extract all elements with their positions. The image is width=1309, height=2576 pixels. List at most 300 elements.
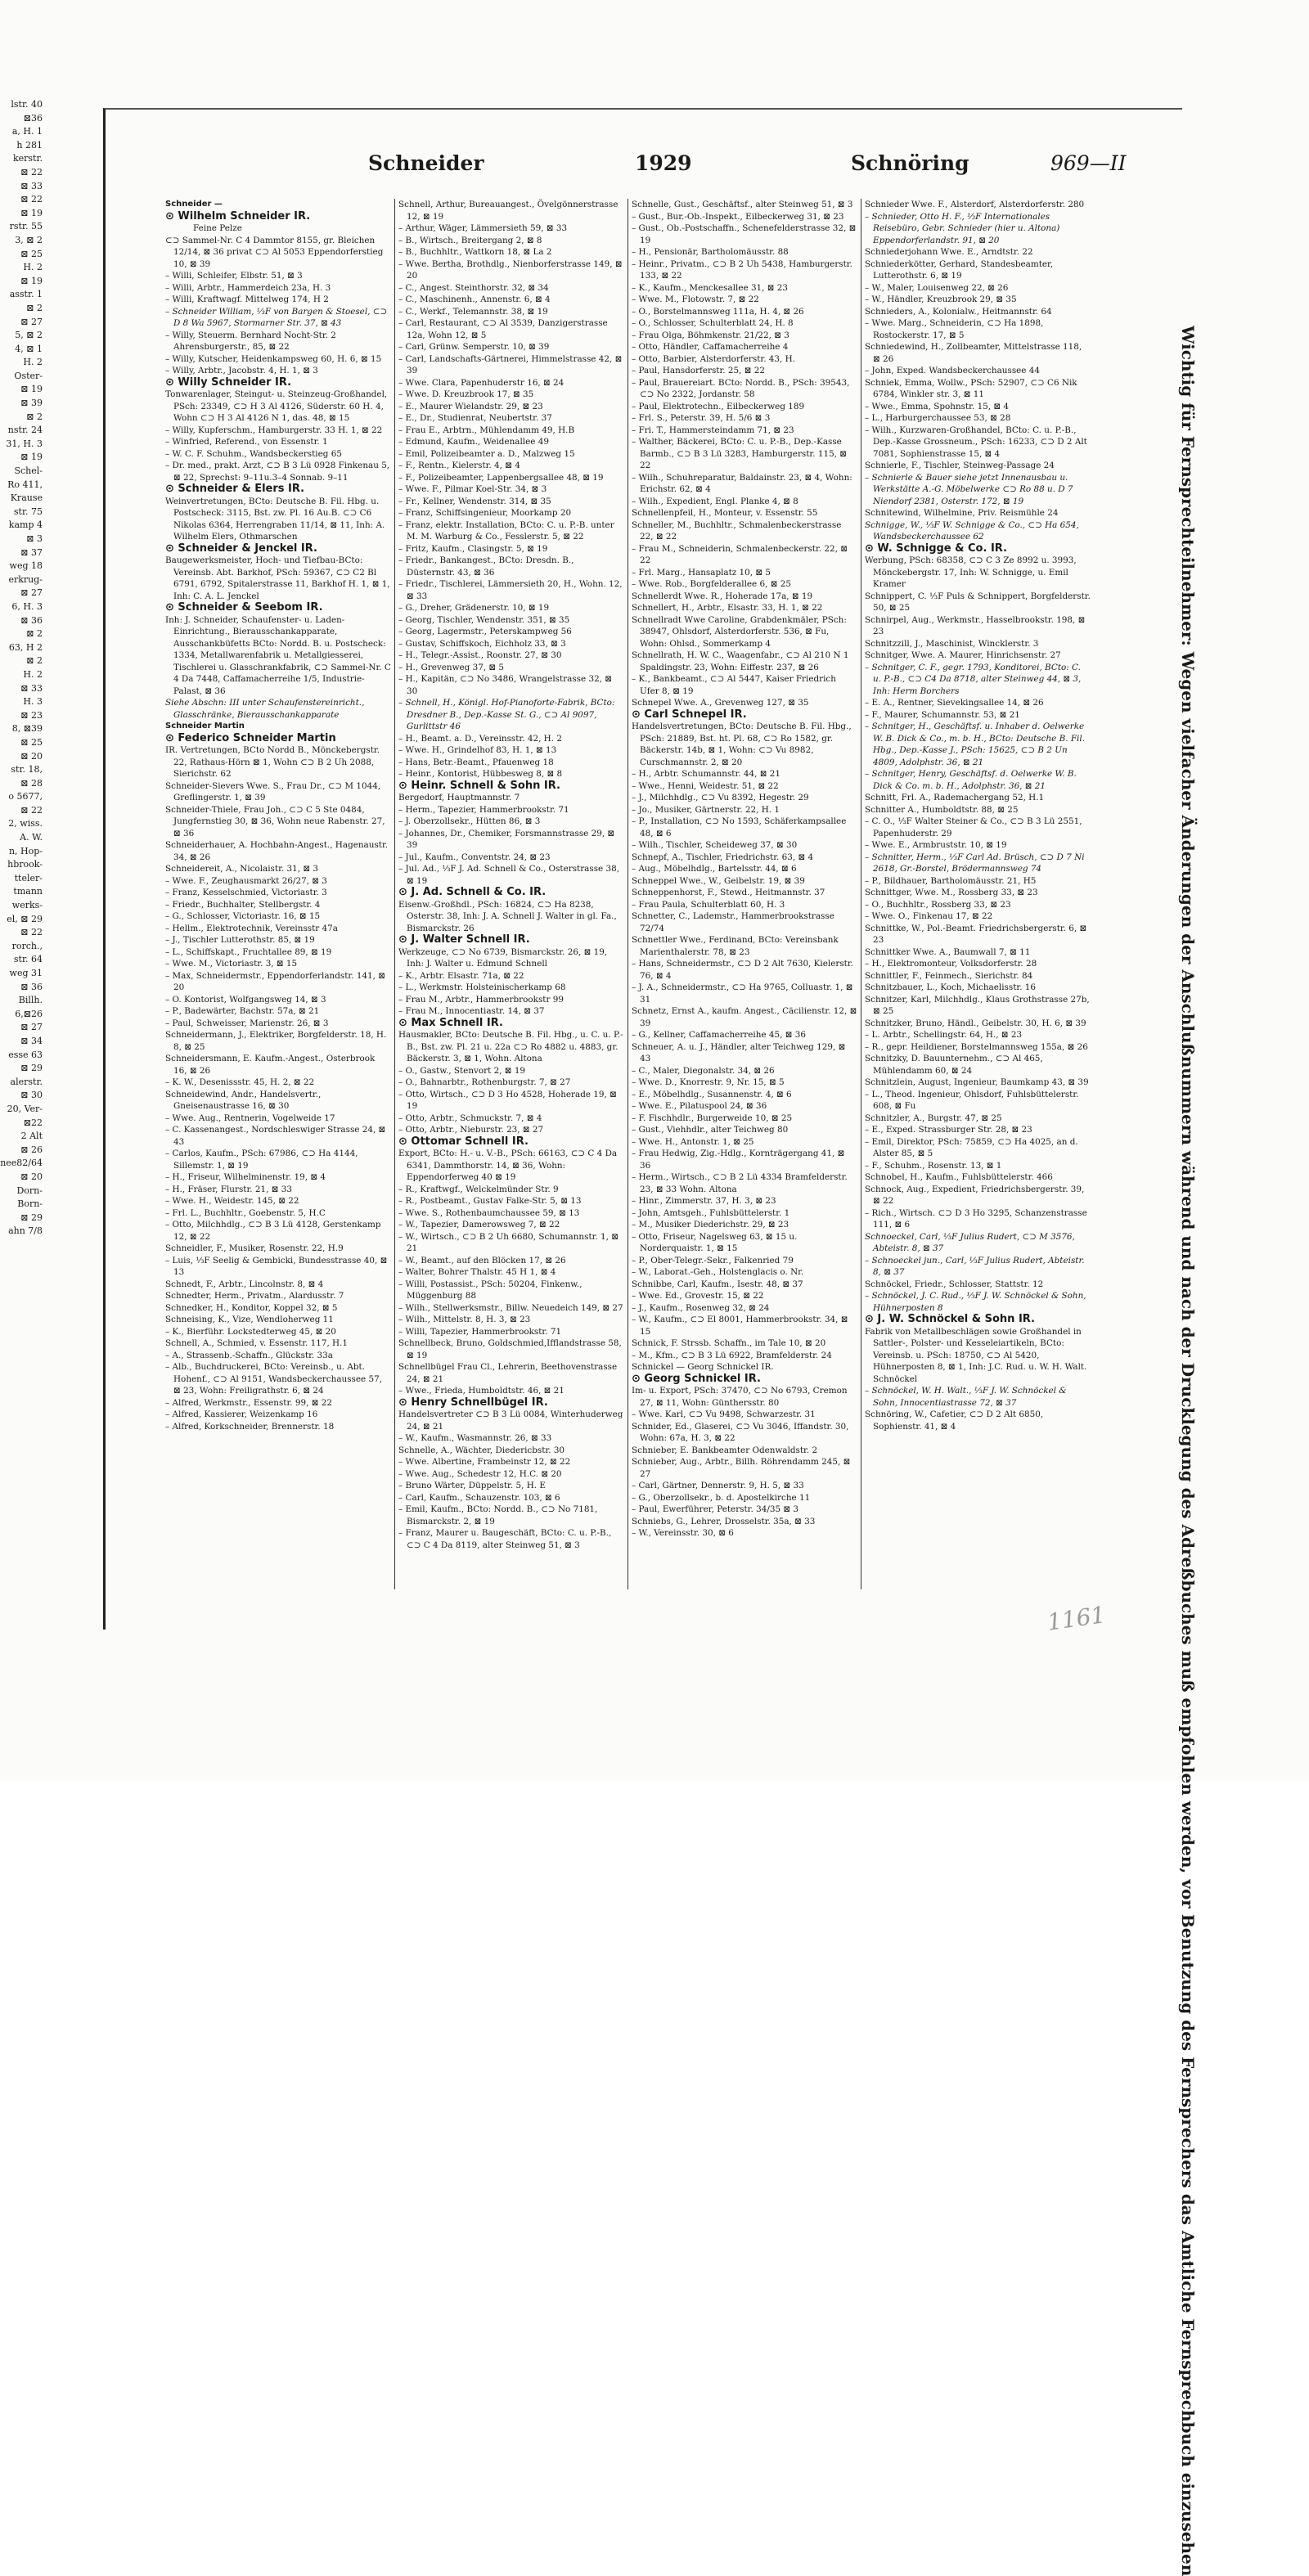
- directory-entry: – H., Fräser, Flurstr. 21, ⊠ 33: [165, 1184, 292, 1194]
- directory-entry: Schnitger, Wwe. A. Maurer, Hinrichsenstr. 27: [865, 650, 1061, 660]
- sliver-line: Born-: [17, 1198, 43, 1210]
- directory-entry: – Otto, Barbier, Alsterdorferstr. 43, H.: [632, 353, 795, 364]
- directory-entry: Schnierle, F., Tischler, Steinweg-Passage 24: [865, 461, 1055, 470]
- directory-entry: – Franz, Maurer u. Baugeschäft, BCto: C. u. P.-B., ⊂⊃ C 4 Da 8119, alter Steinweg 51, ⊠ 3: [398, 1528, 612, 1550]
- directory-entry: Schnitzlein, August, Ingenieur, Baumkamp 43, ⊠ 39: [865, 1077, 1089, 1087]
- directory-entry: Schnittler, F., Feinmech., Sierichstr. 84: [865, 970, 1033, 981]
- directory-entry: – O., Bahnarbtr., Rothenburgstr. 7, ⊠ 27: [398, 1077, 571, 1087]
- sliver-line: ⊠ 34: [20, 1035, 43, 1046]
- directory-entry: – C., Maschinenh., Annenstr. 6, ⊠ 4: [398, 294, 551, 304]
- sliver-line: ⊠ 2: [26, 411, 43, 422]
- directory-entry: – John, Amtsgeh., Fuhlsbüttelerstr. 1: [632, 1207, 790, 1218]
- directory-entry: – Alfred, Korkschneider, Brennerstr. 18: [165, 1421, 335, 1432]
- directory-entry: – Willy, Kupferschm., Hamburgerstr. 33 H. 1, ⊠ 22: [165, 425, 383, 435]
- directory-entry: Schniek, Emma, Wollw., PSch: 52907, ⊂⊃ C6 Nik 6784, Winkler str. 3, ⊠ 11: [865, 377, 1077, 399]
- directory-entry: – K., Bankbeamt., ⊂⊃ Al 5447, Kaiser Friedrich Ufer 8, ⊠ 19: [632, 674, 836, 696]
- directory-entry: – Wilh., Mittelstr. 8, H. 3, ⊠ 23: [398, 1315, 531, 1324]
- directory-entry: – P., Badewärter, Bachstr. 57a, ⊠ 21: [165, 1006, 320, 1016]
- directory-entry: – Otto, Arbtr., Nieburstr. 23, ⊠ 27: [398, 1125, 544, 1135]
- directory-entry: Schneidersmann, E. Kaufm.-Angest., Osterbrook 16, ⊠ 26: [165, 1054, 376, 1076]
- directory-entry: – Carl, Restaurant, ⊂⊃ Al 3539, Danzigerstrasse 12a, Wohn 12, ⊠ 5: [398, 318, 608, 340]
- directory-entry: Schnippert, C. ⅓F Puls & Schnippert, Borgfelderstr. 50, ⊠ 25: [865, 591, 1091, 613]
- directory-entry: – Otto, Wirtsch., ⊂⊃ D 3 Ho 4528, Hoheradе 19, ⊠ 19: [398, 1089, 617, 1111]
- directory-entry: – Emil, Polizeibeamter a. D., Malzweg 15: [398, 448, 575, 459]
- directory-entry: Schnitzer, Karl, Milchhdlg., Klaus Grothstrasse 27b, ⊠ 25: [865, 994, 1090, 1016]
- directory-entry: Schneidewind, Andr., Handelsvertr., Gneisenaustrasse 16, ⊠ 30: [165, 1089, 322, 1111]
- directory-entry: – Frau M., Arbtr., Hammerbrookstr 99: [398, 994, 564, 1005]
- directory-entry: – Franz, Kesselschmied, Victoriastr. 3: [165, 888, 327, 897]
- directory-entry: – Frl. L., Buchhltr., Goebenstr. 5, H.C: [165, 1207, 326, 1218]
- directory-entry: ⊂⊃ Sammel-Nr. C 4 Dammtor 8155, gr. Bleichen 12/14, ⊠ 36 privat ⊂⊃ Al 5053 Eppendorferstieg 10, ⊠ 39: [165, 235, 384, 269]
- directory-entry: – W., Maler, Louisenweg 22, ⊠ 26: [865, 282, 1009, 293]
- sliver-line: h 281: [16, 139, 43, 151]
- directory-entry: – Emil, Kaufm., BCto: Nordd. B., ⊂⊃ No 7181, Bismarckstr. 2, ⊠ 19: [398, 1504, 598, 1526]
- directory-entry: ⊙ Willy Schneider IR.: [165, 375, 292, 389]
- directory-entry: – Fr., Kellner, Wendenstr. 314, ⊠ 35: [398, 496, 551, 506]
- directory-entry: ⊙ Georg Schnickel IR.: [632, 1372, 761, 1385]
- directory-entry: – Rich., Wirtsch. ⊂⊃ D 3 Ho 3295, Schanzenstrasse 111, ⊠ 6: [865, 1207, 1087, 1230]
- sliver-line: kamp 4: [8, 519, 43, 531]
- column-4: [861, 199, 1095, 1589]
- directory-entry: Schnepf, A., Tischler, Friedrichstr. 63, ⊠ 4: [632, 852, 814, 862]
- directory-entry: ⊙ Schneider & Elers IR.: [165, 483, 305, 495]
- directory-entry: – H., Grevenweg 37, ⊠ 5: [398, 662, 505, 672]
- column-3: [628, 199, 861, 1589]
- directory-entry: – Schnitger, Henry, Geschäftsf. d. Oelwerke W. B. Dick & Co. m. b. H., Adolphstr. 36, ⊠ 21: [865, 769, 1077, 791]
- directory-entry: Schnettler Wwe., Ferdinand, BCto: Vereinsbank Marienthalerstr. 78, ⊠ 23: [632, 935, 839, 957]
- directory-entry: Schnieders, A., Kolonialw., Heitmannstr. 64: [865, 306, 1052, 317]
- directory-entry: Schnirpel, Aug., Werkmstr., Hasselbrookstr. 198, ⊠ 23: [865, 614, 1086, 636]
- directory-entry: – Heinr., Kontorist, Hübbesweg 8, ⊠ 8: [398, 769, 563, 779]
- directory-entry: – Schnitger, C. F., gegr. 1793, Konditorei, BCto: C. u. P.-B., ⊂⊃ C4 Da 8718, alter Steinweg 44, ⊠ 3, Inh: Herm Borchers: [865, 662, 1082, 696]
- directory-entry: – Frau E., Arbtrn., Mühlendamm 49, H.B: [398, 425, 575, 435]
- directory-entry: – C., Maler, Diegonalstr. 34, ⊠ 26: [632, 1065, 775, 1076]
- archive-stamp: 1161: [1046, 1601, 1108, 1636]
- sliver-line: ⊠ 30: [20, 1090, 43, 1101]
- directory-entry: Schneller, M., Buchhltr., Schmalenbeckerstrasse 22, ⊠ 22: [632, 519, 842, 542]
- sliver-line: werks-: [11, 900, 43, 911]
- sliver-line: 2, wiss.: [8, 818, 43, 829]
- sliver-line: ⊠ 19: [20, 275, 43, 286]
- directory-entry: Schneider —: [165, 200, 223, 209]
- directory-entry: ⊙ Federico Schneider Martin: [165, 731, 336, 744]
- directory-entry: – O. Kontorist, Wolfgangsweg 14, ⊠ 3: [165, 994, 326, 1005]
- sliver-line: ⊠ 22: [20, 804, 43, 816]
- directory-entry: – K., Bierführ. Lockstedterweg 45, ⊠ 20: [165, 1326, 336, 1337]
- directory-entry: – K. W., Desenissstr. 45, H. 2, ⊠ 22: [165, 1077, 315, 1087]
- directory-entry: – Aug., Möbelhdlg., Bartelsstr. 44, ⊠ 6: [632, 864, 797, 874]
- directory-entry: Schnetter, C., Lademstr., Hammerbrookstrasse 72/74: [632, 911, 834, 933]
- directory-entry: – W. C. F. Schuhm., Wandsbeckerstieg 65: [165, 448, 342, 459]
- directory-entry: Im- u. Export, PSch: 37470, ⊂⊃ No 6793, Cremon 27, ⊠ 11, Wohn: Günthersstr. 80: [632, 1386, 848, 1408]
- directory-entry: Schnellerdt Wwe. R., Hoherade 17a, ⊠ 19: [632, 591, 813, 601]
- sliver-line: rorch.,: [11, 940, 43, 951]
- directory-entry: – Willi, Schleifer, Elbstr. 51, ⊠ 3: [165, 271, 303, 281]
- directory-entry: – Schnell, H., Königl. Hof-Pianoforte-Fabrik, BCto: Dresdner B., Dep.-Kasse St. G., ⊂⊃ Al 9097, Gurlittstr 46: [398, 698, 615, 731]
- directory-entry: – Fri. T., Hammersteindamm 71, ⊠ 23: [632, 425, 794, 435]
- directory-entry: Tonwarenlager, Steingut- u. Steinzeug-Großhandel, PSch: 23349, ⊂⊃ H 3 Al 4126, Süderstr. 60 H. 4, Wohn ⊂⊃ H 3 Al 4126 N 1, das. 48, ⊠ 15: [165, 389, 388, 423]
- sliver-line: ⊠ 3: [26, 533, 43, 544]
- directory-entry: Schnitzker, Bruno, Händl., Geibelstr. 30, H. 6, ⊠ 39: [865, 1018, 1086, 1028]
- directory-entry: Schnöckel, Friedr., Schlosser, Stattstr. 12: [865, 1279, 1044, 1289]
- directory-entry: Schneiderhauer, A. Hochbahn-Angest., Hagenaustr. 34, ⊠ 26: [165, 840, 389, 862]
- directory-entry: – F., Schuhm., Rosenstr. 13, ⊠ 1: [865, 1160, 1002, 1171]
- directory-entry: – H., Telegr.-Assist., Roonstr. 27, ⊠ 30: [398, 650, 562, 660]
- directory-page: [162, 151, 1180, 1591]
- directory-entry: – Bruno Wärter, Düppelstr. 5, H. E: [398, 1481, 546, 1490]
- directory-entry: – Schneider William, ⅓F von Bargen & Stoesel, ⊂⊃ D 8 Wa 5967, Stormarner Str. 37, ⊠ 43: [165, 306, 388, 328]
- directory-entry: – Frau Olga, Böhmkenstr. 21/22, ⊠ 3: [632, 330, 789, 340]
- directory-entry: – E., Exped. Strassburger Str. 28, ⊠ 23: [865, 1125, 1032, 1135]
- directory-entry: – L., Schiffskapt., Fruchtallee 89, ⊠ 19: [165, 946, 332, 957]
- directory-entry: – Wwe. Bertha, Brothdlg., Nienborferstrasse 149, ⊠ 20: [398, 258, 623, 281]
- directory-entry: Schnittger, Wwe. M., Rossberg 33, ⊠ 23: [865, 888, 1038, 897]
- directory-entry: – Frau M., Schneiderin, Schmalenbeckerstr. 22, ⊠ 22: [632, 543, 848, 565]
- directory-entry: – Wwe. H., Weidestr. 145, ⊠ 22: [165, 1196, 299, 1206]
- sliver-line: Schel-: [14, 465, 43, 477]
- directory-entry: – Emil, Direktor, PSch: 75859, ⊂⊃ Ha 4025, an d. Alster 85, ⊠ 5: [865, 1136, 1078, 1158]
- directory-entry: – Willi, Kraftwagf. Mittelweg 174, H 2: [165, 294, 329, 304]
- directory-entry: Werbung, PSch: 68358, ⊂⊃ C 3 Ze 8992 u. 3993, Mönckebergstr. 17, Inh: W. Schnigge, u. Emil Kramer: [865, 555, 1077, 589]
- sliver-line: ⊠ 36: [20, 981, 43, 992]
- directory-entry: – C., Angest. Steinthorstr. 32, ⊠ 34: [398, 282, 549, 293]
- directory-entry: – P., Installation, ⊂⊃ No 1593, Schäferkampsallee 48, ⊠ 6: [632, 816, 847, 838]
- sliver-line: nee82/64: [0, 1158, 43, 1169]
- sliver-line: 6,⊠26: [15, 1008, 43, 1019]
- directory-entry: Schnitzky, D. Bauunternehm., ⊂⊃ Al 465, Mühlendamm 60, ⊠ 24: [865, 1054, 1043, 1076]
- directory-entry: – Jul., Kaufm., Conventstr. 24, ⊠ 23: [398, 852, 551, 862]
- sliver-line: tteler-: [14, 872, 43, 883]
- directory-entry: – Wwe. Clara, Papenhuderstr 16, ⊠ 24: [398, 377, 565, 388]
- directory-entry: – Hans, Betr.-Beamt., Pfauenweg 18: [398, 757, 554, 767]
- sliver-line: el, ⊠ 29: [7, 913, 43, 924]
- directory-entry: – C. Kassenangest., Nordschleswiger Strasse 24, ⊠ 43: [165, 1125, 386, 1147]
- directory-entry: – R., Kraftwgf., Welckelmünder Str. 9: [398, 1184, 559, 1194]
- directory-entry: – G., Oberzollsekr., b. d. Apostelkirche 11: [632, 1492, 811, 1503]
- sliver-line: str. 64: [13, 954, 43, 965]
- directory-entry: – Walter, Bohrer Thalstr. 45 H 1, ⊠ 4: [398, 1267, 556, 1277]
- directory-entry: – Willy, Arbtr., Jacobstr. 4, H. 1, ⊠ 3: [165, 366, 318, 375]
- directory-entry: Schnitewind, Wilhelmine, Priv. Reismühle 24: [865, 508, 1059, 518]
- directory-entry: – Frau M., Innocentiastr. 14, ⊠ 37: [398, 1006, 545, 1016]
- directory-entry: – W., Beamt., auf den Blöcken 17, ⊠ 26: [398, 1255, 566, 1266]
- directory-entry: – Paul, Ewerführer, Peterstr. 34/35 ⊠ 3: [632, 1504, 798, 1514]
- directory-entry: – F., Polizeibeamter, Lappenbergsallee 48, ⊠ 19: [398, 472, 604, 483]
- directory-entry: – P., Ober-Telegr.-Sekr., Falkenried 79: [632, 1255, 794, 1266]
- directory-entry: – W., Vereinsstr. 30, ⊠ 6: [632, 1528, 734, 1538]
- directory-entry: – G., Schlosser, Victoriastr. 16, ⊠ 15: [165, 911, 321, 921]
- sliver-line: ⊠ 29: [20, 1212, 43, 1223]
- directory-entry: – W., Kaufm., ⊂⊃ El 8001, Hammerbrookstr. 34, ⊠ 15: [632, 1315, 848, 1337]
- sliver-line: esse 63: [8, 1049, 43, 1060]
- directory-entry: – H., Arbtr. Schumannstr. 44, ⊠ 21: [632, 769, 780, 779]
- directory-entry: Schneidler, F., Musiker, Rosenstr. 22, H.9: [165, 1243, 344, 1253]
- directory-entry: – E. A., Rentner, Sievekingsallee 14, ⊠ 26: [865, 698, 1044, 708]
- directory-entry: – P., Bildhauer, Bartholomäusstr. 21, H5: [865, 875, 1037, 886]
- directory-entry: Schnittker Wwe. A., Baumwall 7, ⊠ 11: [865, 946, 1031, 957]
- directory-entry: – O., Schlosser, Schulterblatt 24, H. 8: [632, 318, 794, 328]
- directory-entry: Schnedter, Herm., Privatm., Alardusstr. 7: [165, 1291, 344, 1301]
- directory-entry: – Otto, Milchhdlg., ⊂⊃ B 3 Lü 4128, Gerstenkamp 12, ⊠ 22: [165, 1220, 381, 1242]
- directory-entry: – Wilh., Kurzwaren-Großhandel, BCto: C. u. P.-B., Dep.-Kasse Grossneum., PSch: 16233, ⊂⊃ D 2 Alt 7081, Sophienstrasse 15, ⊠ 4: [865, 425, 1087, 459]
- directory-entry: – O., Buchhltr., Rossberg 33, ⊠ 23: [865, 899, 1011, 910]
- directory-entry: – Schnitger, H., Geschäftsf. u. Inhaber d. Oelwerke W. B. Dick & Co., m. b. H., BCto: Deutsche B. Fil. Hbg., Dep.-Kasse J., PSch: 15625, ⊂⊃ B 2 Un 4809, Adolphstr. 36, ⊠ 21: [865, 722, 1086, 767]
- directory-entry: – Carl, Grünw. Semperstr. 10, ⊠ 39: [398, 342, 550, 352]
- directory-entry: – E., Dr., Studienrat, Neubertstr. 37: [398, 413, 552, 423]
- directory-entry: Schnell, Arthur, Bureauangest., Övelgönnerstrasse 12, ⊠ 19: [398, 200, 619, 222]
- margin-notice-text: Wichtig für Fernsprechteilnehmer: Wegen vielfacher Änderungen der Anschlußnummern während und nach der Drucklegung des Adreßbuches muß empfohlen werden, vor Benutzung des Fernsprechers das Amtliche Fernsprechbuch einzusehen: [1178, 326, 1198, 2576]
- directory-columns: [162, 199, 1180, 1589]
- directory-entry: – Willy, Steuerm. Bernhard Nocht-Str. 2 Ahrensburgerstr., 85, ⊠ 22: [165, 330, 336, 352]
- directory-entry: – Luis, ⅓F Seelig & Gembicki, Bundesstrasse 40, ⊠ 13: [165, 1255, 388, 1277]
- sliver-line: Billh.: [18, 995, 43, 1006]
- directory-entry: – Frl. S., Peterstr. 39, H. 5/6 ⊠ 3: [632, 413, 771, 423]
- sliver-line: ⊠ 22: [20, 927, 43, 938]
- directory-entry: – W., Tapezier, Damerowsweg 7, ⊠ 22: [398, 1220, 560, 1230]
- directory-entry: – O., Gastw., Stenvort 2, ⊠ 19: [398, 1065, 526, 1076]
- directory-entry: – Hellm., Elektrotechnik, Vereinsstr 47a: [165, 923, 338, 933]
- directory-entry: Werkzeuge, ⊂⊃ No 6739, Bismarckstr. 26, ⊠ 19, Inh: J. Walter u. Edmund Schnell: [398, 946, 608, 969]
- directory-entry: – Wilh., Expedient, Engl. Planke 4, ⊠ 8: [632, 496, 798, 506]
- sliver-line: ⊠ 33: [20, 180, 43, 191]
- directory-entry: – Schnöckel, J. C. Rud., ⅓F J. W. Schnöckel & Sohn, Hühnerposten 8: [865, 1291, 1086, 1313]
- directory-entry: – Alfred, Kassierer, Weizenkamp 16: [165, 1409, 318, 1419]
- sliver-line: n, Hop-: [8, 845, 43, 856]
- directory-entry: Schnepel Wwe. A., Grevenweg 127, ⊠ 35: [632, 698, 809, 708]
- directory-entry: – Otto, Arbtr., Schmuckstr. 7, ⊠ 4: [398, 1113, 542, 1123]
- directory-entry: Schnitzzill, J., Maschinist, Wincklerstr. 3: [865, 638, 1039, 649]
- directory-entry: – H., Elektromonteur, Volksdorferstr. 28: [865, 959, 1037, 969]
- sliver-line: 6, H. 3: [11, 600, 43, 612]
- directory-entry: Schnieber, Aug., Arbtr., Billh. Röhrendamm 245, ⊠ 27: [632, 1457, 851, 1479]
- header-right-keyword: Schnöring: [851, 151, 969, 175]
- directory-entry: – C. O., ⅓F Walter Steiner & Co., ⊂⊃ B 3 Lü 2551, Papenhuderstr. 29: [865, 816, 1082, 838]
- directory-entry: – Alb., Buchdruckerei, BCto: Vereinsb., u. Abt. Hohenf., ⊂⊃ Al 9151, Wandsbeckerchaussee 57, ⊠ 23, Wohn: Freiligrathstr. 6, ⊠ 24: [165, 1362, 382, 1396]
- directory-entry: – Wwe. Aug., Rentnerin, Vogelweide 17: [165, 1113, 335, 1123]
- directory-entry: Schniedewind, H., Zollbeamter, Mittelstrasse 118, ⊠ 26: [865, 342, 1082, 364]
- directory-entry: – Winfried, Referend., von Essenstr. 1: [165, 437, 328, 447]
- sliver-line: 63, H 2: [8, 641, 43, 653]
- sliver-line: 3, ⊠ 2: [15, 234, 43, 245]
- directory-entry: Schneidermann, J., Elektriker, Borgfelderstr. 18, H. 8, ⊠ 25: [165, 1030, 387, 1052]
- directory-entry: – Fritz, Kaufm., Clasingstr. 5, ⊠ 19: [398, 543, 548, 554]
- directory-entry: – H., Kapitän, ⊂⊃ No 3486, Wrangelstrasse 32, ⊠ 30: [398, 674, 612, 696]
- directory-entry: ⊙ J. W. Schnöckel & Sohn IR.: [865, 1313, 1035, 1325]
- sliver-line: H. 3: [23, 696, 43, 708]
- directory-entry: – Gust., Bur.-Ob.-Inspekt., Eilbeckerweg 31, ⊠ 23: [632, 211, 844, 222]
- sliver-line: 5, ⊠ 2: [15, 330, 43, 341]
- directory-entry: – Herm., Tapezier, Hammerbrookstr. 71: [398, 804, 569, 815]
- margin-notice: [1173, 326, 1203, 2576]
- directory-entry: Schniebs, G., Lehrer, Drosselstr. 35a, ⊠ 33: [632, 1516, 816, 1526]
- directory-entry: – K., Kaufm., Menckesallee 31, ⊠ 23: [632, 282, 789, 293]
- directory-entry: – Wwe., Henni, Weidestr. 51, ⊠ 22: [632, 780, 779, 791]
- column-1: [162, 199, 395, 1589]
- directory-entry: – J., Tischler Lutterothstr. 85, ⊠ 19: [165, 935, 315, 945]
- sliver-line: lstr. 40: [11, 99, 43, 110]
- directory-entry: – H., Beamt. a. D., Vereinsstr. 42, H. 2: [398, 733, 562, 744]
- directory-entry: Schneppel Wwe., W., Geibelstr. 19, ⊠ 39: [632, 875, 805, 886]
- sliver-line: ⊠ 20: [20, 750, 43, 762]
- directory-entry: – R., Postbeamt., Gustav Falke-Str. 5, ⊠ 13: [398, 1196, 582, 1206]
- directory-entry: – M., Kfm., ⊂⊃ B 3 Lü 6922, Bramfelderstr. 24: [632, 1350, 832, 1360]
- directory-entry: Schnelle, A., Wächter, Diedericbstr. 30: [398, 1445, 565, 1455]
- sliver-line: ⊠ 39: [20, 398, 43, 409]
- header-year: 1929: [635, 151, 692, 175]
- directory-entry: – Wwe. F., Pilmar Koel-Str. 34, ⊠ 3: [398, 484, 547, 494]
- directory-entry: – Willi, Arbtr., Hammerdeich 23a, H. 3: [165, 282, 331, 293]
- directory-entry: – C., Werkf., Telemannstr. 38, ⊠ 19: [398, 306, 548, 317]
- sliver-line: ⊠ 27: [20, 587, 43, 599]
- directory-entry: – Edmund, Kaufm., Weidenallee 49: [398, 437, 549, 447]
- directory-entry: Schneidereit, A., Nicolaistr. 31, ⊠ 3: [165, 864, 318, 874]
- directory-entry: Eisenw.-Großhdl., PSch: 16824, ⊂⊃ Ha 8238, Osterstr. 38, Inh: J. A. Schnell J. Walter in gl. Fa., Bismarckstr. 26: [398, 899, 617, 933]
- directory-entry: Schnick, F. Strssb. Schaffn., im Tale 10, ⊠ 20: [632, 1338, 826, 1348]
- directory-entry: – Wwe. M., Flotowstr. 7, ⊠ 22: [632, 294, 759, 304]
- directory-entry: – Georg, Tischler, Wendenstr. 351, ⊠ 35: [398, 614, 570, 625]
- directory-entry: Schniederjohann Wwe. E., Arndtstr. 22: [865, 247, 1033, 257]
- directory-entry: Schnieder Wwe. F., Alsterdorf, Alsterdorferstr. 280: [865, 200, 1085, 209]
- sliver-line: H. 2: [23, 357, 43, 368]
- directory-entry: – J. A., Schneidermstr., ⊂⊃ Ha 9765, Colluastr. 1, ⊠ 31: [632, 982, 853, 1005]
- directory-entry: Schnell, A., Schmied, v. Essenstr. 117, H.1: [165, 1338, 349, 1348]
- directory-entry: Weinvertretungen, BCto: Deutsche B. Fil. Hbg. u. Postscheck: 3115, Bst. zw. Pl. 16 Au.B. ⊂⊃ C6 Nikolas 6364, Herrengraben 11/14, ⊠ 11, Inh: A. Wilhelm Elers, Othmarschen: [165, 496, 385, 542]
- page-header: [162, 151, 1180, 181]
- directory-entry: – Wwe. Rob., Borgfelderallee 6, ⊠ 25: [632, 579, 791, 589]
- directory-entry: – Otto, Friseur, Nagelsweg 63, ⊠ 15 u. Norderquaistr. 1, ⊠ 15: [632, 1231, 798, 1253]
- directory-entry: Schnetz, Ernst A., kaufm. Angest., Cäcilienstr. 12, ⊠ 39: [632, 1006, 857, 1028]
- directory-entry: – A., Strassenb.-Schaffn., Glückstr. 33a: [165, 1350, 333, 1360]
- directory-entry: – Johannes, Dr., Chemiker, Forsmannstrasse 29, ⊠ 39: [398, 828, 615, 850]
- directory-entry: IR. Vertretungen, BCto Nordd B., Mönckebergstr. 22, Rathaus-Hörn ⊠ 1, Wohn ⊂⊃ B 2 Uh 2088, Sierichstr. 62: [165, 745, 380, 779]
- directory-entry: – W., Händler, Kreuzbrook 29, ⊠ 35: [865, 294, 1017, 304]
- directory-entry: – J., Kaufm., Rosenweg 32, ⊠ 24: [632, 1302, 770, 1313]
- directory-entry: – G., Dreher, Grädenerstr. 10, ⊠ 19: [398, 603, 550, 613]
- directory-entry: Schnigge, W., ⅓F W. Schnigge & Co., ⊂⊃ Ha 654, Wandsbeckerchaussee 62: [865, 519, 1079, 542]
- sliver-line: ⊠ 2: [26, 655, 43, 667]
- directory-entry: Schneider Martin: [165, 722, 245, 731]
- sliver-line: ⊠ 29: [20, 1063, 43, 1074]
- sliver-line: a, H. 1: [11, 126, 43, 137]
- directory-entry: ⊙ Carl Schnepel IR.: [632, 708, 747, 721]
- directory-entry: ⊙ Wilhelm Schneider IR.: [165, 209, 311, 223]
- sliver-line: ⊠ 19: [20, 384, 43, 395]
- directory-entry: Baugewerksmeister, Hoch- und Tiefbau-BCto: Vereinsb. Abt. Barkhof, PSch: 59367, ⊂⊃ C2 Bl 6791, 6792, Spitalerstrasse 11, Barkhof H. 1, ⊠ 1, Inh: C. A. L. Jenckel: [165, 555, 390, 601]
- directory-entry: – John, Exped. Wandsbeckerchaussee 44: [865, 366, 1040, 375]
- directory-entry: – Paul, Brauereiart. BCto: Nordd. B., PSch: 39543, ⊂⊃ No 2322, Jordanstr. 58: [632, 377, 850, 399]
- directory-entry: Schneider-Thiele, Frau Joh., ⊂⊃ C 5 Ste 0484, Jungfernstieg 30, ⊠ 36, Wohn neue Rabenstr. 27, ⊠ 36: [165, 804, 385, 838]
- sliver-line: o 5677,: [8, 791, 43, 802]
- directory-entry: – Paul, Elektrotechn., Eilbeckerweg 189: [632, 401, 805, 411]
- directory-entry: – Gust., Ob.-Postschaffn., Schenefelderstrasse 32, ⊠ 19: [632, 223, 857, 245]
- directory-entry: – Walther, Bäckerei, BCto: C. u. P.-B., Dep.-Kasse Barmb., ⊂⊃ B 3 Lü 3283, Hamburgerstr. 115, ⊠ 22: [632, 437, 847, 470]
- directory-entry: Schnock, Aug., Expedient, Friedrichsbergerstr. 39, ⊠ 22: [865, 1184, 1085, 1206]
- directory-entry: – Wilh., Schuhreparatur, Baldainstr. 23, ⊠ 4, Wohn: Erichstr. 62, ⊠ 4: [632, 472, 852, 494]
- sliver-line: weg 31: [9, 968, 43, 978]
- directory-entry: Schnieber, E. Bankbeamter Odenwaldstr. 2: [632, 1445, 818, 1455]
- sliver-line: 8, ⊠39: [11, 723, 43, 735]
- directory-entry: – Wwe. H., Grindelhof 83, H. 1, ⊠ 13: [398, 745, 557, 755]
- sliver-line: ⊠ 33: [20, 682, 43, 694]
- directory-entry: – Schnöckel, W. H. Walt., ⅓F J. W. Schnöckel & Sohn, Innocentiastrasse 72, ⊠ 37: [865, 1386, 1067, 1408]
- directory-entry: – Paul, Hansdorferstr. 25, ⊠ 22: [632, 366, 765, 375]
- directory-entry: – Schnieder, Otto H. F., ⅓F Internationales Reisebüro, Gebr. Schnieder (hier u. Altona) Eppendorferlandstr. 91, ⊠ 20: [865, 211, 1060, 245]
- directory-entry: – Schnitter, Herm., ⅓F Carl Ad. Brüsch, ⊂⊃ D 7 Ni 2618, Gr.-Borstel, Brödermannsweg 74: [865, 852, 1085, 874]
- directory-entry: – Franz, Schiffsingenieur, Moorkamp 20: [398, 508, 572, 518]
- directory-entry: – Wwe. Karl, ⊂⊃ Vu 9498, Schwarzestr. 31: [632, 1409, 816, 1419]
- directory-entry: – Wwe. Albertine, Frambeinstr 12, ⊠ 22: [398, 1457, 571, 1467]
- directory-entry: Fabrik von Metallbeschlägen sowie Großhandel in Sattler-, Polster- und Kesseleiartikeln, BCto: Vereinsb. u. PSch: 18750, ⊂⊃ Al 5420, Hühnerposten 8, ⊠ 1, Inh: J.C. Rud. u. W. H. Walt. Schnöckel: [865, 1326, 1087, 1384]
- sliver-line: Dorn-: [16, 1185, 43, 1196]
- directory-entry: – Paul, Schweisser, Marienstr. 26, ⊠ 3: [165, 1018, 329, 1028]
- directory-entry: Export, BCto: H.- u. V.-B., PSch: 66163, ⊂⊃ C 4 Da 6341, Dammthorstr. 14, ⊠ 36, Wohn: Eppendorferweg 40 ⊠ 19: [398, 1149, 618, 1182]
- directory-entry: Schnickel — Georg Schnickel IR.: [632, 1362, 774, 1372]
- sliver-line: rstr. 55: [9, 221, 43, 232]
- directory-entry: – H., Friseur, Wilhelminenstr. 19, ⊠ 4: [165, 1172, 326, 1182]
- directory-entry: Schnellbeck, Bruno, Goldschmied,Ifflandstrasse 58, ⊠ 19: [398, 1338, 622, 1360]
- header-left-keyword: Schneider: [368, 151, 484, 175]
- directory-entry: – Otto, Händler, Caffamacherreihe 4: [632, 342, 789, 352]
- directory-entry: – L., Harburgerchaussee 53, ⊠ 28: [865, 413, 1011, 423]
- directory-entry: – Willy, Kutscher, Heidenkampsweg 60, H. 6, ⊠ 15: [165, 353, 382, 364]
- sliver-line: str. 18,: [11, 764, 43, 775]
- directory-entry: – Jul. Ad., ⅓F J. Ad. Schnell & Co., Osterstrasse 38, ⊠ 19: [398, 864, 620, 886]
- sliver-line: H. 2: [23, 262, 43, 273]
- directory-entry: Schnelle, Gust., Geschäftsf., alter Steinweg 51, ⊠ 3: [632, 200, 853, 209]
- directory-entry: – Schnierle & Bauer siehe jetzt Innenausbau u. Werkstätte A.-G. Möbelwerke ⊂⊃ Ro 88 u. D 7 Niendorf 2381, Osterstr. 172, ⊠ 19: [865, 472, 1073, 506]
- directory-entry: Schnitt, Frl. A., Rademachergang 52, H.1: [865, 793, 1045, 802]
- directory-entry: Siehe Abschn: III unter Schaufenstereinricht., Glasschränke, Bierausschankapparate: [165, 698, 365, 720]
- directory-entry: – W., Wirtsch., ⊂⊃ B 2 Uh 6680, Schumannstr. 1, ⊠ 21: [398, 1231, 619, 1253]
- directory-entry: – Wwe. E., Pilatuspool 24, ⊠ 36: [632, 1101, 767, 1111]
- sliver-line: ⊠ 22: [20, 194, 43, 205]
- directory-entry: Bergedorf, Hauptmannstr. 7: [398, 793, 520, 802]
- directory-entry: – Hinr., Zimmerstr. 37, H. 3, ⊠ 23: [632, 1196, 776, 1206]
- sliver-line: ⊠ 25: [20, 248, 43, 259]
- directory-entry: Schnellert, H., Arbtr., Elsastr. 33, H. 1, ⊠ 22: [632, 603, 823, 613]
- directory-entry: – K., Arbtr. Elsastr. 71a, ⊠ 22: [398, 970, 524, 981]
- directory-entry: Schnellradt Wwe Caroline, Grabdenkmäler, PSch: 38947, Ohlsdorf, Alsterdorferstr. 536, ⊠ Fu, Wohn: Ohlsd., Sommerkamp 4: [632, 614, 847, 649]
- sliver-line: ⊠ 2: [26, 302, 43, 313]
- sliver-line: 31, H. 3: [6, 438, 43, 449]
- directory-entry: – B., Buchhltr., Wattkorn 18, ⊠ La 2: [398, 247, 552, 257]
- directory-entry: – Frau Paula, Schulterblatt 60, H. 3: [632, 899, 785, 910]
- sliver-line: Oster-: [14, 370, 43, 381]
- sliver-line: ⊠ 27: [20, 1022, 43, 1033]
- directory-entry: – R., gepr. Heildiener, Borstelmannsweg 155a, ⊠ 26: [865, 1041, 1088, 1052]
- directory-entry: ⊙ Heinr. Schnell & Sohn IR.: [398, 779, 560, 792]
- directory-entry: – F., Maurer, Schumannstr. 53, ⊠ 21: [865, 709, 1020, 720]
- directory-entry: Handelsvertretungen, BCto: Deutsche B. Fil. Hbg., PSch: 21889, Bst. ht. Pl. 68, ⊂⊃ Ro 1582, gr. Bäckerstr. 14b, ⊠ 1, Wohn: ⊂⊃ Vu 8982, Curschmannstr. 2, ⊠ 20: [632, 722, 852, 767]
- sliver-line: hbrook-: [7, 859, 43, 870]
- directory-entry: Schnellenpfeil, H., Monteur, v. Essenstr. 55: [632, 508, 818, 518]
- directory-entry: – Wwe. Aug., Schedestr 12, H.C. ⊠ 20: [398, 1468, 562, 1479]
- directory-entry: – Wwe. O., Finkenau 17, ⊠ 22: [865, 911, 993, 921]
- directory-entry: – G., Kellner, Caffamacherreihe 45, ⊠ 36: [632, 1030, 806, 1040]
- page-number: 969—II: [1050, 151, 1127, 175]
- sliver-line: A. W.: [20, 832, 43, 843]
- directory-entry: Schnoeckel, Carl, ⅓F Julius Rudert, ⊂⊃ M 3576, Abteistr. 8, ⊠ 37: [865, 1231, 1075, 1253]
- sliver-line: ahn 7/8: [8, 1225, 43, 1237]
- directory-entry: – Wilh., Tischler, Scheideweg 37, ⊠ 30: [632, 840, 798, 850]
- sliver-line: nstr. 24: [7, 425, 43, 436]
- directory-entry: – J. Oberzollsekr., Hütten 86, ⊠ 3: [398, 816, 541, 826]
- directory-entry: – Wwe. D. Kreuzbrook 17, ⊠ 35: [398, 389, 534, 399]
- directory-entry: – Carl, Gärtner, Dennerstr. 9, H. 5, ⊠ 33: [632, 1481, 804, 1490]
- directory-entry: – Jo., Musiker, Gärtnerstr. 22, H. 1: [632, 804, 780, 815]
- directory-entry: – Wwe. M., Victoriastr. 3, ⊠ 15: [165, 959, 298, 969]
- sliver-line: Krause: [10, 492, 43, 504]
